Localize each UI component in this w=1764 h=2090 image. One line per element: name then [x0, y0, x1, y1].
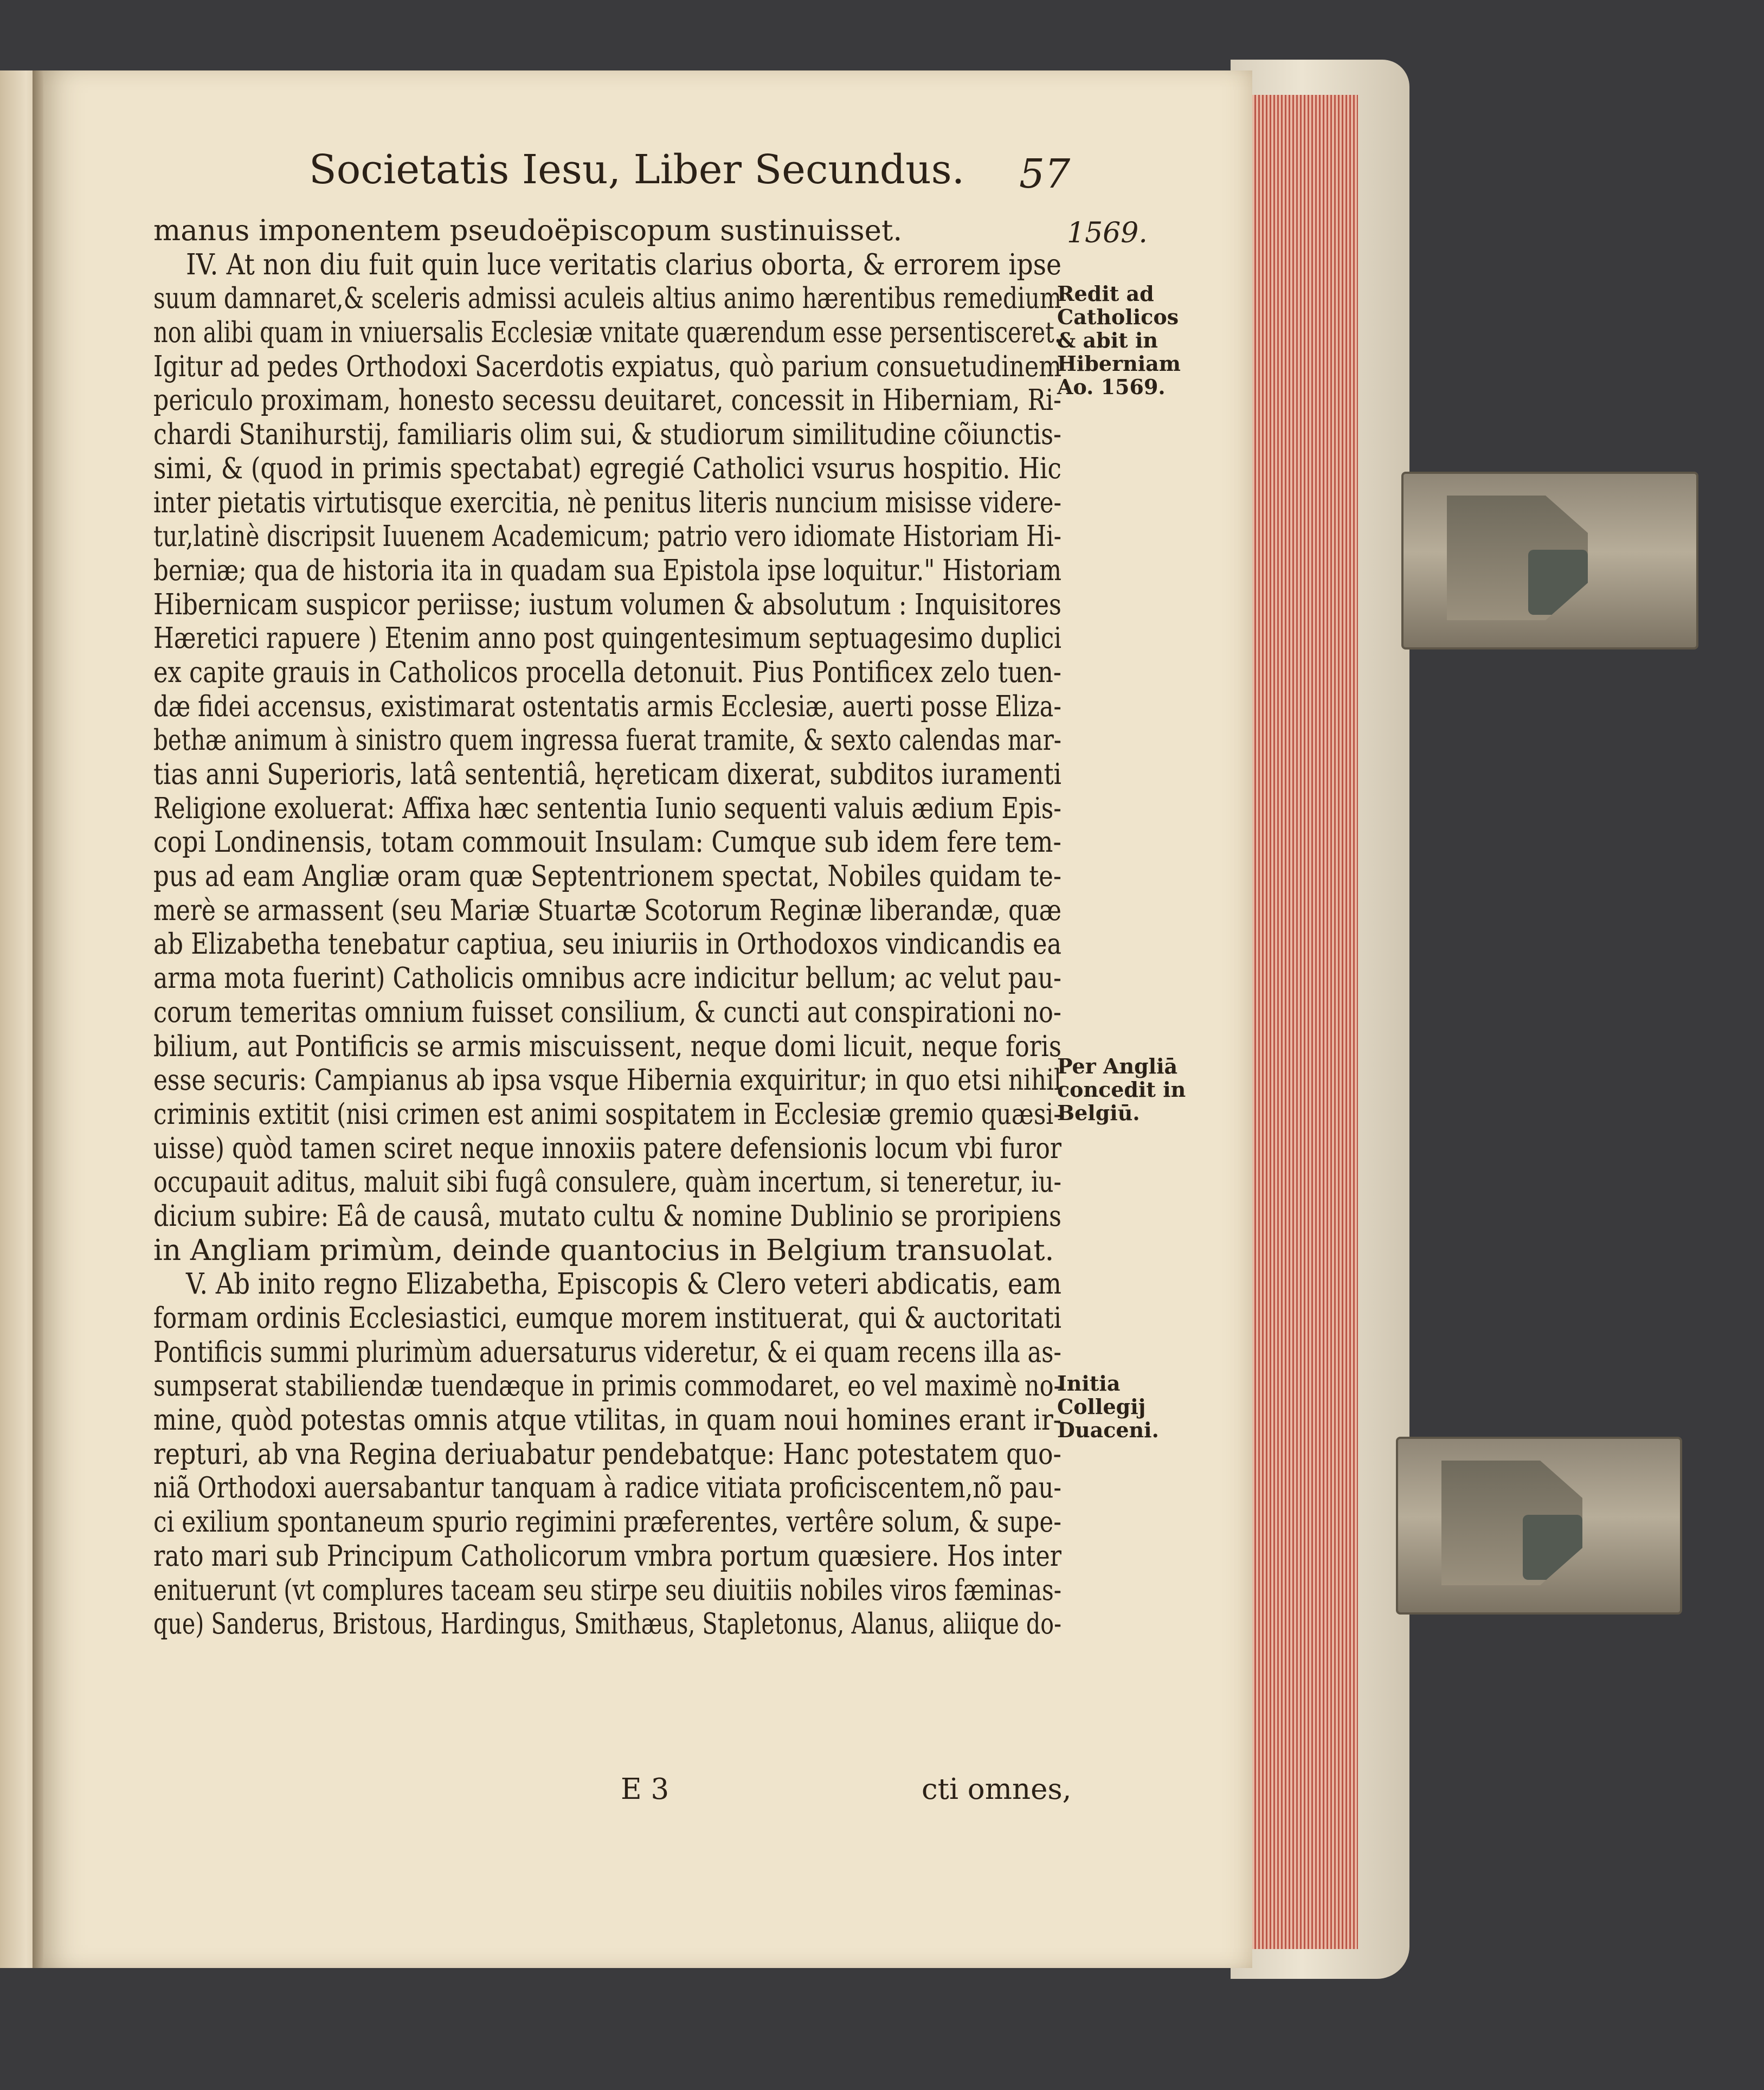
text-line: in Angliam primùm, deinde quantocius in Belgium transuolat.	[153, 1233, 1054, 1267]
margin-note-per-anglia: Per Angliā concedit in Belgiū.	[1057, 1054, 1186, 1125]
text-line: enituerunt (vt complures taceam seu stirpe seu diuitiis nobiles viros fæminas-	[153, 1573, 1061, 1607]
clasp-peg	[1528, 550, 1588, 615]
text-line: Hæretici rapuere ) Etenim anno post quingentesimum septuagesimo duplici	[153, 622, 1061, 655]
signature-mark: E 3	[621, 1773, 669, 1806]
text-line: esse securis: Campianus ab ipsa vsque Hibernia exquiritur; in quo etsi nihil	[153, 1064, 1061, 1097]
clasp-upper	[1401, 472, 1698, 649]
text-line: mine, quòd potestas omnis atque vtilitas, in quam noui homines erant ir-	[153, 1404, 1061, 1437]
catchword: cti omnes,	[922, 1773, 1072, 1806]
clasp-lower	[1396, 1437, 1682, 1615]
text-line: dæ fidei accensus, existimarat ostentatis armis Ecclesiæ, auerti posse Eliza-	[153, 690, 1061, 723]
text-line: arma mota fuerint) Catholicis omnibus acre indicitur bellum; ac velut pau-	[153, 962, 1061, 995]
text-line: IV. At non diu fuit quin luce veritatis clarius oborta, & errorem ipse	[186, 248, 1061, 281]
text-line: bilium, aut Pontificis se armis miscuissent, neque domi licuit, neque foris	[153, 1030, 1061, 1063]
clasp-plate	[1447, 496, 1588, 620]
text-line: non alibi quam in vniuersalis Ecclesiæ vnitate quærendum esse persentisceret.	[153, 316, 1061, 350]
text-line: berniæ; qua de historia ita in quadam sua Epistola ipse loquitur." Historiam	[153, 554, 1061, 587]
text-line: ex capite grauis in Catholicos procella detonuit. Pius Pontificex zelo tuen-	[153, 655, 1061, 689]
text-line: bethæ animum à sinistro quem ingressa fuerat tramite, & sexto calendas mar-	[153, 724, 1061, 757]
text-line: Hibernicam suspicor periisse; iustum volumen & absolutum : Inquisitores	[153, 588, 1061, 621]
text-line: rato mari sub Principum Catholicorum vmbra portum quæsiere. Hos inter	[153, 1539, 1061, 1573]
text-line: V. Ab inito regno Elizabetha, Episcopis & Clero veteri abdicatis, eam	[186, 1268, 1061, 1301]
text-line: ci exilium spontaneum spurio regimini præferentes, vertêre solum, & supe-	[153, 1506, 1061, 1539]
text-line: dicium subire: Eâ de causâ, mutato cultu & nomine Dublinio se proripiens	[153, 1199, 1061, 1233]
text-line: tias anni Superioris, latâ sententiâ, hęreticam dixerat, subditos iuramenti	[153, 758, 1061, 791]
clasp-plate	[1441, 1461, 1582, 1585]
main-text	[153, 214, 1061, 1642]
text-line: periculo proximam, honesto secessu deuitaret, concessit in Hiberniam, Ri-	[153, 384, 1061, 417]
text-line: manus imponentem pseudoëpiscopum sustinuisset.	[153, 214, 903, 247]
text-line: sumpserat stabiliendæ tuendæque in primis commodaret, eo vel maximè no-	[153, 1369, 1061, 1403]
text-line: tur,latinè discripsit Iuuenem Academicum; patrio vero idiomate Historiam Hi-	[153, 520, 1061, 554]
margin-note-redit: Redit ad Catholicos & abit in Hiberniam Ao. 1569.	[1057, 281, 1181, 399]
clasp-peg	[1523, 1515, 1582, 1580]
text-line: corum temeritas omnium fuisset consilium, & cuncti aut conspirationi no-	[153, 995, 1061, 1029]
text-line: niã Orthodoxi auersabantur tanquam à radice vitiata proficiscentem,nõ pau-	[153, 1471, 1061, 1505]
text-line: copi Londinensis, totam commouit Insulam: Cumque sub idem fere tem-	[153, 826, 1061, 859]
text-line: ab Elizabetha tenebatur captiua, seu iniuriis in Orthodoxos vindicandis ea	[153, 928, 1061, 961]
text-line: repturi, ab vna Regina deriuabatur pendebatque: Hanc potestatem quo-	[153, 1437, 1061, 1471]
margin-year: 1569.	[1067, 217, 1148, 249]
text-line: merè se armassent (seu Mariæ Stuartæ Scotorum Reginæ liberandæ, quæ	[153, 893, 1061, 927]
text-line: formam ordinis Ecclesiastici, eumque morem instituerat, qui & auctoritati	[153, 1302, 1061, 1335]
text-line: uisse) quòd tamen sciret neque innoxiis patere defensionis locum vbi furor	[153, 1131, 1061, 1165]
running-header: Societatis Iesu, Liber Secundus.	[309, 146, 965, 193]
margin-note-initia: Initia Collegij Duaceni.	[1057, 1371, 1159, 1442]
page-number: 57	[1019, 151, 1071, 197]
text-line: Pontificis summi plurimùm aduersaturus videretur, & ei quam recens illa as-	[153, 1335, 1061, 1369]
text-line: inter pietatis virtutisque exercitia, nè penitus literis nuncium misisse videre-	[153, 486, 1061, 519]
text-line: pus ad eam Angliæ oram quæ Septentrionem spectat, Nobiles quidam te-	[153, 860, 1061, 893]
text-line: que) Sanderus, Bristous, Hardingus, Smithæus, Stapletonus, Alanus, aliique do-	[153, 1607, 1061, 1641]
text-line: occupauit aditus, maluit sibi fugâ consulere, quàm incertum, si teneretur, iu-	[153, 1166, 1061, 1199]
text-line: Religione exoluerat: Affixa hæc sententia Iunio sequenti valuis ædium Epis-	[153, 792, 1061, 825]
text-line: Igitur ad pedes Orthodoxi Sacerdotis expiatus, quò parium consuetudinem	[153, 350, 1061, 383]
text-line: criminis extitit (nisi crimen est animi sospitatem in Ecclesiæ gremio quæsi-	[153, 1097, 1061, 1131]
text-line: simi, & (quod in primis spectabat) egregié Catholici vsurus hospitio. Hic	[153, 452, 1061, 485]
text-line: chardi Stanihurstij, familiaris olim sui, & studiorum similitudine cõiunctis-	[153, 418, 1061, 452]
text-line: suum damnaret,& sceleris admissi aculeis altius animo hærentibus remedium	[153, 282, 1061, 316]
